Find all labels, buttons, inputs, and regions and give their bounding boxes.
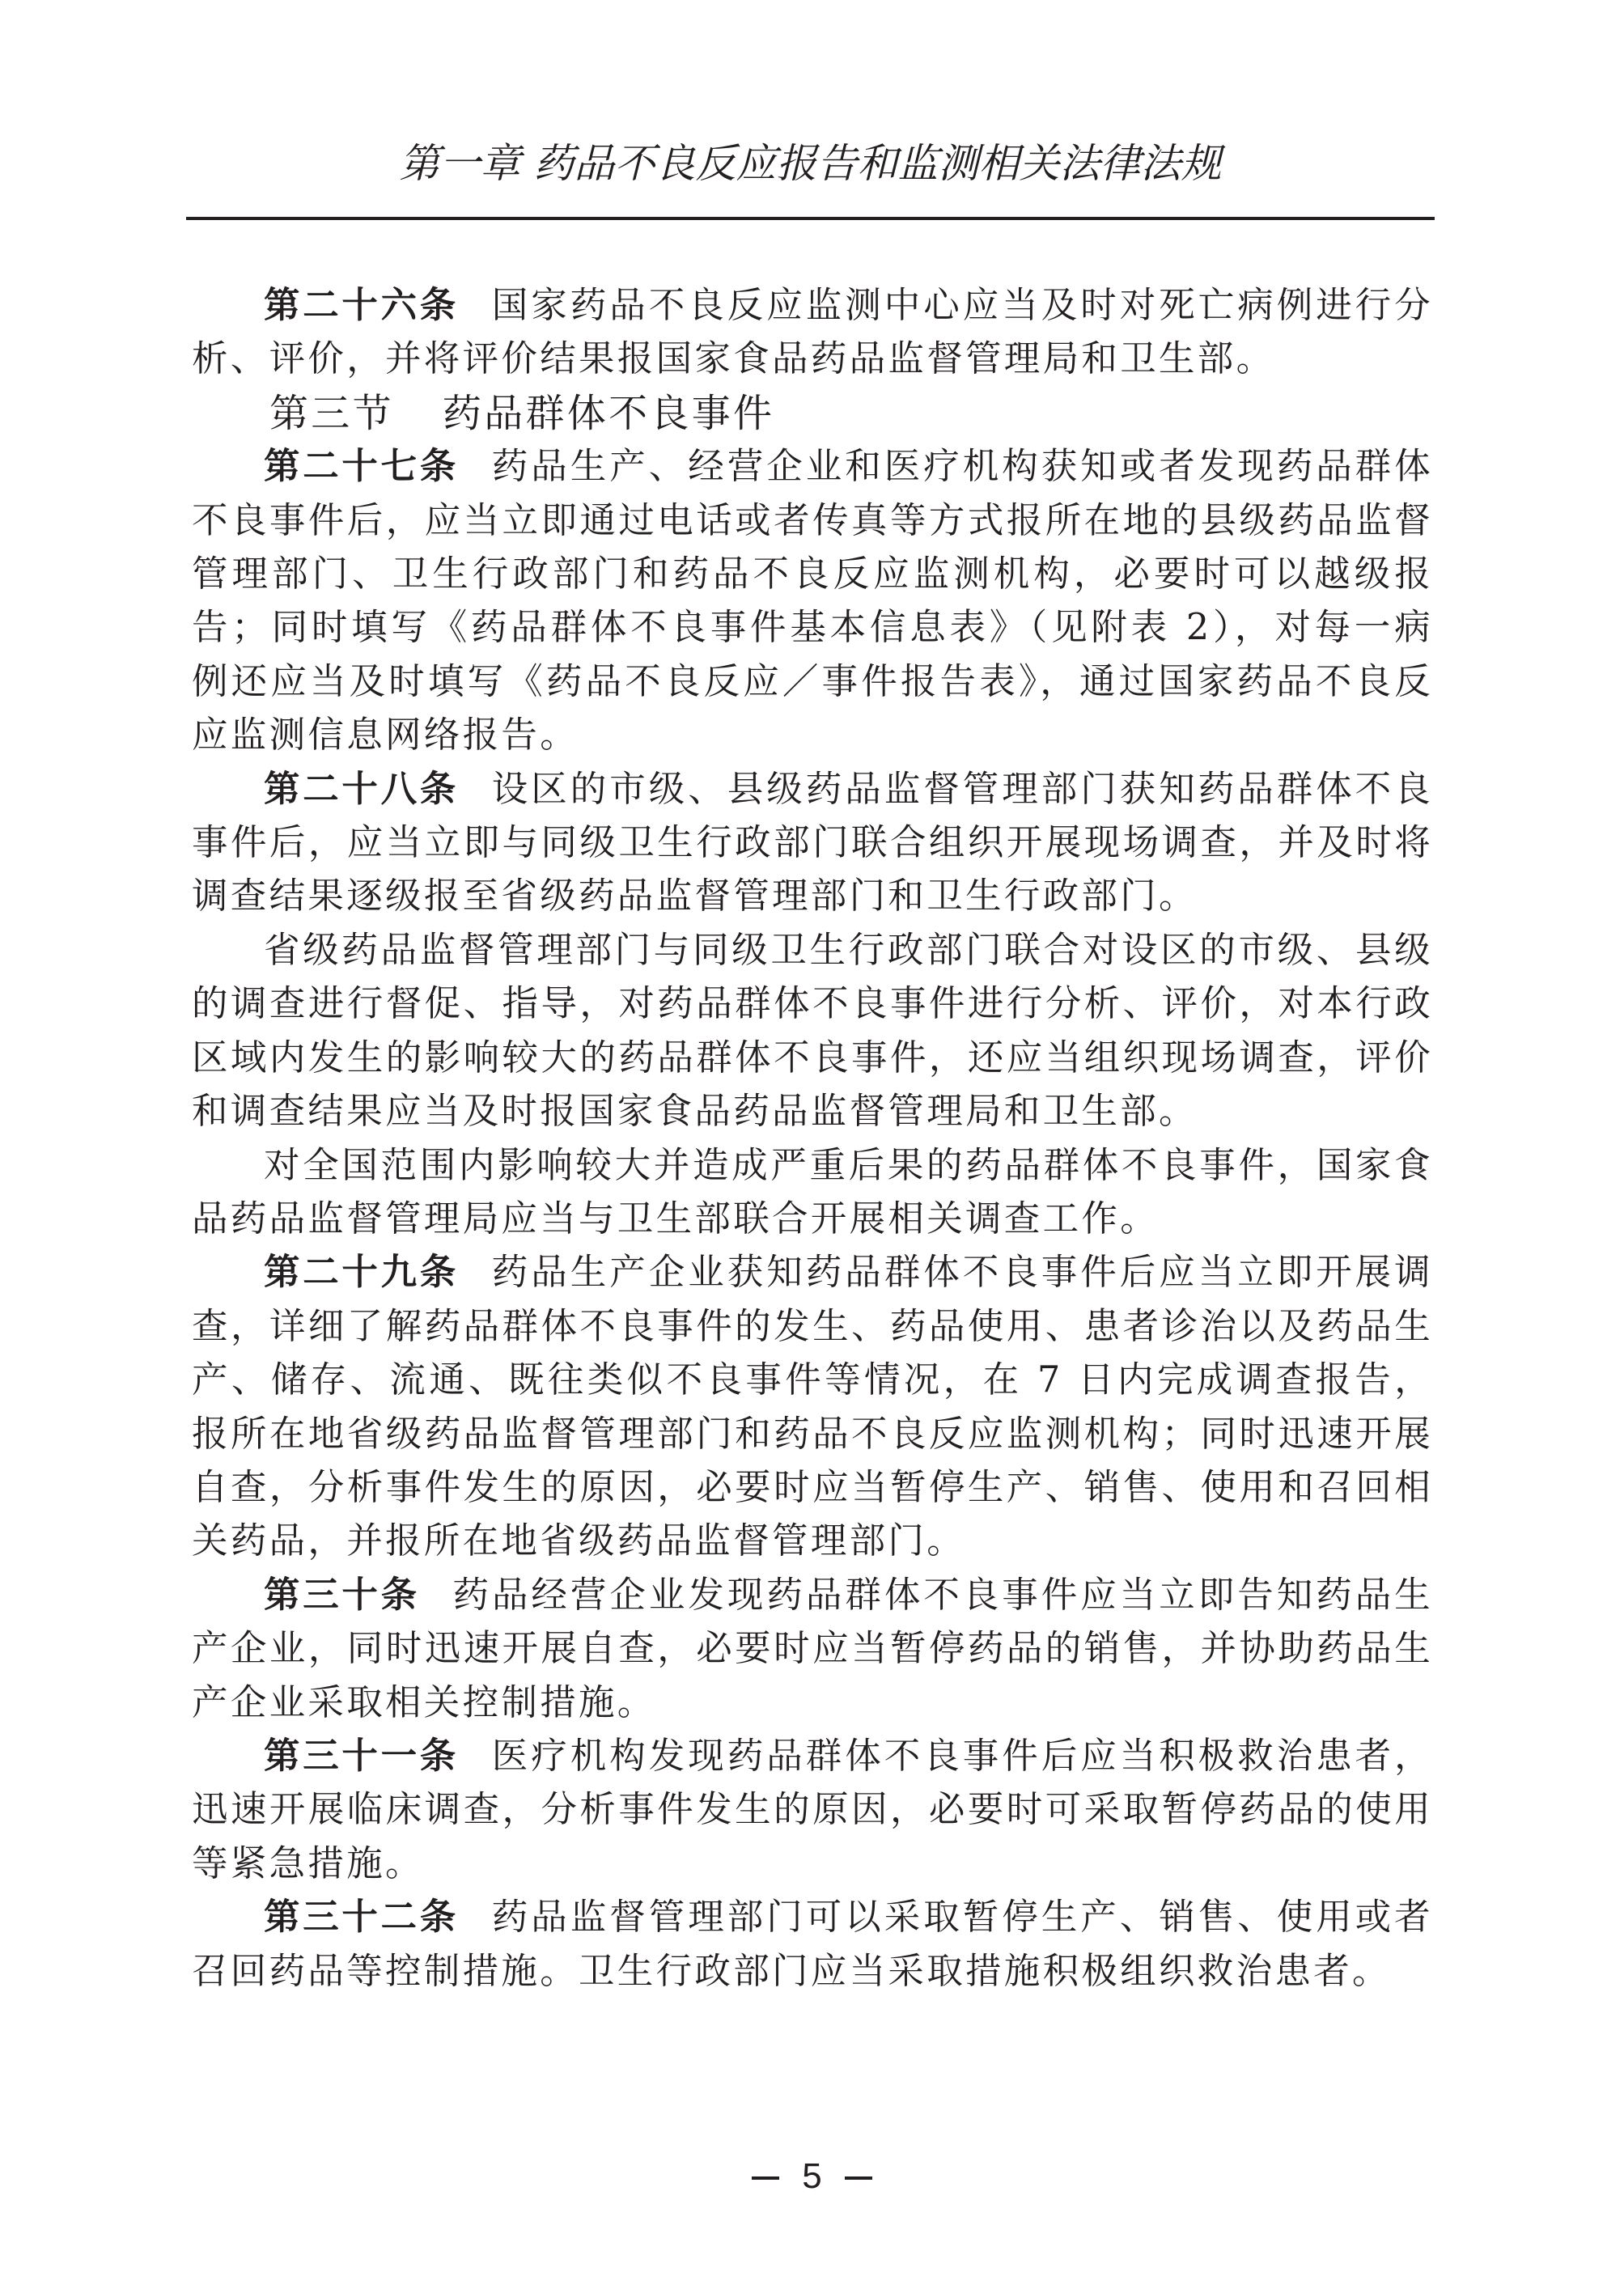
article-number: 第二十六条 <box>264 285 459 326</box>
section-label: 第三节 <box>269 390 394 436</box>
article-text: 国家药品不良反应监测中心应当及时对死亡病例进行分析、评价，并将评价结果报国家食品药品监督管理局和卫生部。 <box>192 285 1433 380</box>
article-number: 第二十八条 <box>264 768 459 810</box>
article-28-paragraph-3: 对全国范围内影响较大并造成严重后果的药品群体不良事件，国家食品药品监督管理局应当与卫生部联合开展相关调查工作。 <box>192 1144 1433 1240</box>
article-27 <box>192 440 1433 762</box>
article-text: 药品监督管理部门可以采取暂停生产、销售、使用或者召回药品等控制措施。卫生行政部门应当采取措施积极组织救治患者。 <box>192 1897 1433 1992</box>
article-text: 药品经营企业发现药品群体不良事件应当立即告知药品生产企业，同时迅速开展自查，必要时应当暂停药品的销售，并协助药品生产企业采取相关控制措施。 <box>192 1574 1433 1723</box>
article-number: 第二十九条 <box>264 1252 459 1294</box>
article-number: 第二十七条 <box>264 446 459 488</box>
page-number-dash-left <box>752 2176 779 2180</box>
section-title: 药品群体不良事件 <box>442 390 775 436</box>
article-31 <box>192 1730 1433 1891</box>
document-body <box>192 279 1433 1998</box>
section-heading <box>192 387 1433 440</box>
page-number: 5 <box>802 2156 822 2196</box>
running-head-title: 第一章 药品不良反应报告和监测相关法律法规 <box>399 140 1222 187</box>
header-rule <box>186 217 1435 220</box>
article-26 <box>192 279 1433 387</box>
article-number: 第三十二条 <box>264 1897 459 1939</box>
article-text: 医疗机构发现药品群体不良事件后应当积极救治患者，迅速开展临床调查，分析事件发生的原因，必要时可采取暂停药品的使用等紧急措施。 <box>192 1735 1433 1884</box>
article-text: 药品生产、经营企业和医疗机构获知或者发现药品群体不良事件后，应当立即通过电话或者传真等方式报所在地的县级药品监督管理部门、卫生行政部门和药品不良反应监测机构，必要时可以越级报告；同时填写《药品群体不良事件基本信息表》（见附表 2），对每一病例还应当及时填写《药品不良反应／事件报告表》，通过国家药品不良反应监测信息网络报告。 <box>192 446 1433 757</box>
article-text: 药品生产企业获知药品群体不良事件后应当立即开展调查，详细了解药品群体不良事件的发生、药品使用、患者诊治以及药品生产、储存、流通、既往类似不良事件等情况，在 7 日内完成调查报告，报所在地省级药品监督管理部门和药品不良反应监测机构；同时迅速开展自查，分析事件发生的原因，必要时应当暂停生产、销售、使用和召回相关药品，并报所在地省级药品监督管理部门。 <box>192 1252 1433 1562</box>
article-number: 第三十一条 <box>264 1735 459 1777</box>
article-text: 设区的市级、县级药品监督管理部门获知药品群体不良事件后，应当立即与同级卫生行政部门联合组织开展现场调查，并及时将调查结果逐级报至省级药品监督管理部门和卫生行政部门。 <box>192 768 1433 918</box>
article-28-paragraph-2: 省级药品监督管理部门与同级卫生行政部门联合对设区的市级、县级的调查进行督促、指导，对药品群体不良事件进行分析、评价，对本行政区域内发生的影响较大的药品群体不良事件，还应当组织现场调查，评价和调查结果应当及时报国家食品药品监督管理局和卫生部。 <box>192 929 1433 1133</box>
article-30 <box>192 1569 1433 1730</box>
article-32 <box>192 1891 1433 1998</box>
page-footer <box>0 2154 1624 2199</box>
article-29 <box>192 1246 1433 1568</box>
article-number: 第三十条 <box>264 1574 420 1616</box>
article-28 <box>192 763 1433 924</box>
page-number-dash-right <box>845 2176 872 2180</box>
